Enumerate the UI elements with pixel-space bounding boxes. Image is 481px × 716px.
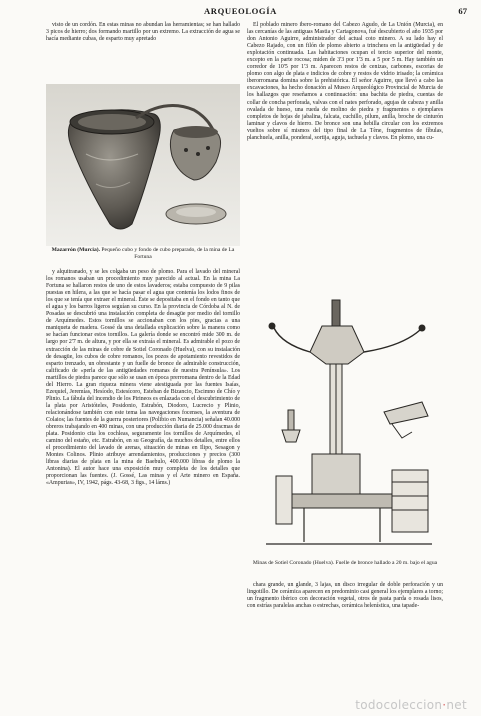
caption-place: Mazarrón (Murcia). <box>51 247 100 253</box>
right-column-bottom-text <box>247 582 443 610</box>
paragraph: visto de un cordón. En estas minas no abundan las herramientas; se han hallado 3 picos de hierro; dos formando martillo por un extremo. La extracción de agua se hacía mediante cubas, de esparto muy apretado <box>46 22 240 43</box>
watermark-suffix: net <box>446 698 467 712</box>
left-column-bottom-text <box>46 269 240 487</box>
paragraph: El poblado minero ibero-romano del Cabezo Agudo, de La Unión (Murcia), en las cercanías de las antiguas Mastia y Cartagonova, fué descubierto el año 1935 por don Antonio Aguirre, administrador del actual coto minero. A su lado hay el Cabezo Rajado, con un filón de plomo abierto a trinchera en la antigüedad y de explotación continuada. Las habitaciones ocupan el tercio superior del monte, excepto en la parte rocosa; miden de 3'3 por 1'3 m. a 5 por 5 m. Hay también un corredor de 10'5 por 1'3 m. Aparecen restos de cenizas, carbones, escorias de plomo con algo de plata e indicios de cobre y restos de vidrio irisado; la cerámica iberorromana domina sobre la prehistórica. El señor Aguirre, que llevó a cabo las excavaciones, ha hecho donación al Museo Arqueológico Provincial de Murcia de los hallazgos que reseñamos a continuación: una bachita de piedra, cuentas de collar de concha perforada, valvas con el nates perforado, agujas de cabeza y anilla ovalada de hueso, una rueda de molino de piedra y fragmentos o ejemplares completos de hojas de jabalina, falcata, cuchillo, pilum, anilla, broche de cinturón laminar y clavos de hierro. De bronce son una hebilla circular con los extremos vueltos sobre sí mismos del tipo final de La Tène, fragmentos de fíbulas, planchuela, anilla, ponderal, sortija, aguja, tachuela y clavos. En plomo, una cu- <box>247 22 443 141</box>
figure-caption-bellows: Minas de Sotiel Coronado (Huelva). Fuelle de bronce hallado a 20 m. bajo el agua <box>252 560 438 566</box>
page-number: 67 <box>458 6 467 16</box>
figure-caption-bucket <box>46 247 240 260</box>
left-column-top-text <box>46 22 240 43</box>
figure-bucket-photo <box>46 84 240 246</box>
watermark-brand: todocoleccion <box>355 698 443 712</box>
paragraph: y alquitranado, y se les colgaba un peso de plomo. Para el lavado del mineral los romanos usaban un procedimiento muy parecido al actual. En la mina La Fortuna se hallaron restos de uno de estos lavaderos; estaba compuesto de 9 pilas puestas en hilera, a las que se hacía pasar el agua que contenía los lodos finos de los que se tenía que extraer el mineral. Éste se depositaba en el fondo en tanto que el agua y los barros ligeros seguían su curso. En la provincia de Córdoba al N. de Posadas se descubrió una instalación completa de desagüe por medio del tornillo de Arquímedes. Estos tornillos se accionaban con los pies, gracias a una maniqueta de madera. Gossé da una detallada explicación sobre la manera como se hacían funcionar estos tornillos. La galería donde se encontró mide 300 m. de largo por 2'7 m. de altura, y por ella se extraía el mineral. Es admirable el pozo de extracción de las minas de cobre de Sotiel Coronado (Huelva), con su instalación de desagüe, los cubos de cobre romanos, los pozos de apotamiento revestidos de esparto trenzado, un obrestante y un fuelle de bronce de admirable construcción, calificado de «perla de las antigüedades romanas de nuestra Península». Los martillos de piedra parece que sólo se usan en época prerromana dentro de la Edad del Hierro. La gran riqueza minera viene atestiguada por las fuentes Isaías, Ezequiel, Jeremías, Hesíodo, Estesícoro, Esteban de Bizancio, Escimno de Chío y Plinio. La fábula del incendio de los Pirineos es enlazada con el descubrimiento de la plata por Aristóteles, Posidonio, Estrabón, Diodoro, Lucrecio y Plinio, relacionándose también con este tema las navegaciones focenses, la aventura de Colaios; las fuentes de la guerra posteriores (Polibio en Numancia) señalan 40.000 obreros trabajando en 400 minas, con una producción diaria de 25.000 dracmas de plata. Posidonio cita los cochleas, seguramente los tornillos de Arquímedes, el camino del estaño, etc. Estrabón, en su Geografía, da muchos detalles, entre ellos el procedimiento del lavado de arenas, situación de minas en Ilipo, Sesagon y Montes Colinos. Plinio atribuye arrendamientos, producciones y precios (300 libras diarias de plata en la mina de Baebulo, 400.000 libras de plomo la Antonina). El autor hace una exposición muy completa de los detalles que proporcionan las fuentes. (J. Gossé, Las minas y el Arte minero en España. «Ampurias», IV, 1942, págs. 43-68, 3 figs., 14 láms.) <box>46 269 240 487</box>
paragraph: chara grande, un glande, 3 lajas, un disco irregular de doble perforación y un lingotillo. De cerámica aparecen en predominio casi general los ejemplares a torno; un fragmento ibérico con decoración vegetal, otros de pasta parda o rosada lisos, con estrías paralelas anchas o estrechas, cerámica helenística, una tapade- <box>247 582 443 610</box>
watermark-dot: · <box>442 698 447 712</box>
caption-text: Pequeño cubo y fondo de cubo preparado, de la mina de La Fortuna <box>100 247 235 260</box>
bellows-illustration <box>252 292 444 558</box>
section-title: ARQUEOLOGÍA <box>204 6 277 16</box>
right-column-top-text <box>247 22 443 142</box>
site-watermark <box>355 698 467 712</box>
figure-bellows-drawing <box>252 292 444 558</box>
bucket-illustration <box>46 84 240 246</box>
running-header <box>0 4 481 18</box>
